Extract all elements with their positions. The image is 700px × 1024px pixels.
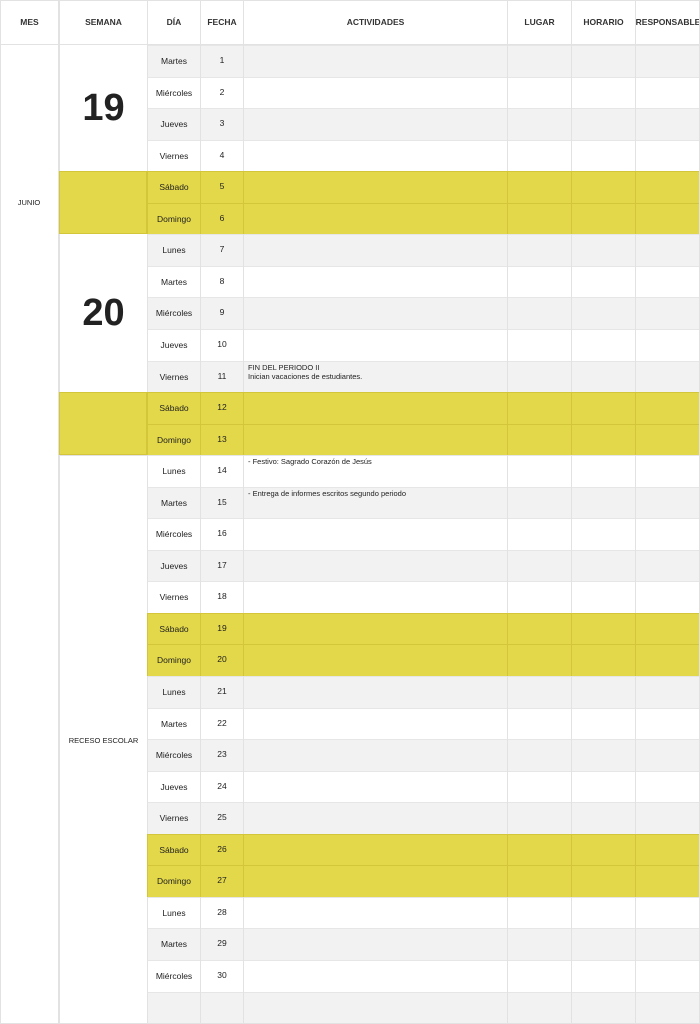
header-horario: HORARIO — [571, 0, 635, 44]
activity-cell — [243, 928, 507, 960]
date-cell: 16 — [200, 518, 243, 550]
lugar-cell — [507, 361, 571, 392]
horario-cell — [571, 992, 635, 1023]
lugar-cell — [507, 203, 571, 234]
date-cell — [200, 992, 243, 1023]
horario-cell — [571, 550, 635, 581]
lugar-cell — [507, 992, 571, 1023]
activity-cell: - Entrega de informes escritos segundo periodo — [243, 487, 507, 518]
lugar-cell — [507, 77, 571, 108]
horario-cell — [571, 581, 635, 613]
day-cell: Miércoles — [147, 518, 200, 550]
horario-cell — [571, 928, 635, 960]
day-cell: Martes — [147, 487, 200, 518]
activity-cell — [243, 676, 507, 708]
horario-cell — [571, 171, 635, 203]
week-number-20: 20 — [59, 234, 147, 392]
horario-cell — [571, 487, 635, 518]
responsable-cell — [635, 234, 700, 266]
responsable-cell — [635, 613, 700, 644]
responsable-cell — [635, 424, 700, 455]
responsable-cell — [635, 676, 700, 708]
date-cell: 5 — [200, 171, 243, 203]
horario-cell — [571, 234, 635, 266]
activity-cell — [243, 708, 507, 739]
header-divider — [0, 44, 700, 45]
lugar-cell — [507, 140, 571, 171]
horario-cell — [571, 676, 635, 708]
day-cell: Viernes — [147, 140, 200, 171]
lugar-cell — [507, 45, 571, 77]
day-cell: Miércoles — [147, 297, 200, 329]
header-mes: MES — [20, 17, 39, 27]
date-cell: 2 — [200, 77, 243, 108]
horario-cell — [571, 297, 635, 329]
horario-cell — [571, 802, 635, 834]
horario-cell — [571, 613, 635, 644]
lugar-cell — [507, 487, 571, 518]
day-cell: Jueves — [147, 550, 200, 581]
lugar-cell — [507, 739, 571, 771]
day-cell: Viernes — [147, 802, 200, 834]
responsable-cell — [635, 361, 700, 392]
date-cell: 26 — [200, 834, 243, 865]
semana-weekend-block — [59, 171, 147, 234]
activity-cell — [243, 234, 507, 266]
responsable-cell — [635, 708, 700, 739]
day-cell: Domingo — [147, 865, 200, 897]
day-cell: Lunes — [147, 234, 200, 266]
date-cell: 17 — [200, 550, 243, 581]
responsable-cell — [635, 581, 700, 613]
horario-cell — [571, 771, 635, 802]
responsable-cell — [635, 739, 700, 771]
lugar-cell — [507, 297, 571, 329]
header-semana: SEMANA — [59, 0, 147, 44]
date-cell: 7 — [200, 234, 243, 266]
activity-cell — [243, 297, 507, 329]
activity-cell — [243, 865, 507, 897]
day-cell: Sábado — [147, 392, 200, 424]
lugar-cell — [507, 171, 571, 203]
lugar-cell — [507, 518, 571, 550]
day-cell: Jueves — [147, 771, 200, 802]
responsable-cell — [635, 928, 700, 960]
responsable-cell — [635, 644, 700, 676]
lugar-cell — [507, 581, 571, 613]
horario-cell — [571, 140, 635, 171]
lugar-cell — [507, 771, 571, 802]
activity-cell — [243, 581, 507, 613]
horario-cell — [571, 960, 635, 992]
day-cell: Jueves — [147, 108, 200, 140]
activity-cell — [243, 140, 507, 171]
activity-cell — [243, 108, 507, 140]
activity-cell — [243, 992, 507, 1023]
date-cell: 11 — [200, 361, 243, 392]
lugar-cell — [507, 424, 571, 455]
day-cell: Domingo — [147, 644, 200, 676]
responsable-cell — [635, 518, 700, 550]
horario-cell — [571, 392, 635, 424]
lugar-cell — [507, 613, 571, 644]
activity-cell — [243, 739, 507, 771]
day-cell — [147, 992, 200, 1023]
lugar-cell — [507, 329, 571, 361]
date-cell: 25 — [200, 802, 243, 834]
horario-cell — [571, 739, 635, 771]
activity-cell — [243, 329, 507, 361]
semana-weekend-block — [59, 392, 147, 455]
lugar-cell — [507, 550, 571, 581]
responsable-cell — [635, 171, 700, 203]
date-cell: 8 — [200, 266, 243, 297]
lugar-cell — [507, 834, 571, 865]
responsable-cell — [635, 45, 700, 77]
date-cell: 3 — [200, 108, 243, 140]
date-cell: 13 — [200, 424, 243, 455]
day-cell: Domingo — [147, 203, 200, 234]
responsable-cell — [635, 77, 700, 108]
activity-cell — [243, 644, 507, 676]
date-cell: 6 — [200, 203, 243, 234]
receso-escolar-label: RECESO ESCOLAR — [59, 455, 147, 1024]
horario-cell — [571, 865, 635, 897]
responsable-cell — [635, 550, 700, 581]
date-cell: 15 — [200, 487, 243, 518]
activity-cell — [243, 392, 507, 424]
day-cell: Miércoles — [147, 77, 200, 108]
header-actividades: ACTIVIDADES — [243, 0, 507, 44]
date-cell: 27 — [200, 865, 243, 897]
day-cell: Sábado — [147, 834, 200, 865]
responsable-cell — [635, 992, 700, 1023]
lugar-cell — [507, 928, 571, 960]
responsable-cell — [635, 455, 700, 487]
horario-cell — [571, 203, 635, 234]
activity-cell — [243, 802, 507, 834]
date-cell: 9 — [200, 297, 243, 329]
activity-cell: FIN DEL PERIODO II Inician vacaciones de estudiantes. — [243, 361, 507, 392]
day-cell: Martes — [147, 266, 200, 297]
date-cell: 1 — [200, 45, 243, 77]
date-cell: 24 — [200, 771, 243, 802]
date-cell: 19 — [200, 613, 243, 644]
day-cell: Lunes — [147, 897, 200, 928]
day-cell: Martes — [147, 45, 200, 77]
lugar-cell — [507, 676, 571, 708]
header-fecha: FECHA — [200, 0, 243, 44]
responsable-cell — [635, 960, 700, 992]
date-cell: 29 — [200, 928, 243, 960]
day-cell: Domingo — [147, 424, 200, 455]
activity-cell — [243, 77, 507, 108]
date-cell: 10 — [200, 329, 243, 361]
header-dia: DÍA — [147, 0, 200, 44]
horario-cell — [571, 518, 635, 550]
responsable-cell — [635, 771, 700, 802]
responsable-cell — [635, 897, 700, 928]
horario-cell — [571, 455, 635, 487]
day-cell: Sábado — [147, 613, 200, 644]
lugar-cell — [507, 108, 571, 140]
date-cell: 21 — [200, 676, 243, 708]
lugar-cell — [507, 455, 571, 487]
responsable-cell — [635, 329, 700, 361]
lugar-cell — [507, 897, 571, 928]
date-cell: 14 — [200, 455, 243, 487]
day-cell: Martes — [147, 708, 200, 739]
activity-cell — [243, 171, 507, 203]
activity-cell: - Festivo: Sagrado Corazón de Jesús — [243, 455, 507, 487]
responsable-cell — [635, 140, 700, 171]
activity-cell — [243, 203, 507, 234]
col-divider-mes — [58, 0, 59, 1024]
lugar-cell — [507, 234, 571, 266]
day-cell: Jueves — [147, 329, 200, 361]
responsable-cell — [635, 203, 700, 234]
day-cell: Viernes — [147, 361, 200, 392]
activity-cell — [243, 45, 507, 77]
horario-cell — [571, 266, 635, 297]
header-responsable: RESPONSABLE — [635, 0, 700, 44]
horario-cell — [571, 108, 635, 140]
date-cell: 28 — [200, 897, 243, 928]
date-cell: 30 — [200, 960, 243, 992]
lugar-cell — [507, 708, 571, 739]
lugar-cell — [507, 865, 571, 897]
responsable-cell — [635, 802, 700, 834]
lugar-cell — [507, 266, 571, 297]
horario-cell — [571, 424, 635, 455]
activity-cell — [243, 834, 507, 865]
responsable-cell — [635, 266, 700, 297]
day-cell: Miércoles — [147, 960, 200, 992]
month-label: JUNIO — [0, 45, 58, 359]
horario-cell — [571, 329, 635, 361]
header-lugar: LUGAR — [507, 0, 571, 44]
lugar-cell — [507, 802, 571, 834]
date-cell: 12 — [200, 392, 243, 424]
date-cell: 4 — [200, 140, 243, 171]
responsable-cell — [635, 865, 700, 897]
activity-cell — [243, 518, 507, 550]
horario-cell — [571, 361, 635, 392]
activity-cell — [243, 960, 507, 992]
horario-cell — [571, 834, 635, 865]
horario-cell — [571, 708, 635, 739]
activity-cell — [243, 613, 507, 644]
lugar-cell — [507, 644, 571, 676]
horario-cell — [571, 897, 635, 928]
date-cell: 20 — [200, 644, 243, 676]
date-cell: 18 — [200, 581, 243, 613]
horario-cell — [571, 77, 635, 108]
activity-cell — [243, 771, 507, 802]
lugar-cell — [507, 960, 571, 992]
day-cell: Lunes — [147, 676, 200, 708]
activity-cell — [243, 266, 507, 297]
date-cell: 23 — [200, 739, 243, 771]
horario-cell — [571, 45, 635, 77]
day-cell: Viernes — [147, 581, 200, 613]
day-cell: Miércoles — [147, 739, 200, 771]
week-number-19: 19 — [59, 45, 147, 171]
responsable-cell — [635, 108, 700, 140]
activity-cell — [243, 424, 507, 455]
responsable-cell — [635, 834, 700, 865]
horario-cell — [571, 644, 635, 676]
responsable-cell — [635, 392, 700, 424]
activity-cell — [243, 897, 507, 928]
activity-cell — [243, 550, 507, 581]
responsable-cell — [635, 487, 700, 518]
lugar-cell — [507, 392, 571, 424]
responsable-cell — [635, 297, 700, 329]
date-cell: 22 — [200, 708, 243, 739]
day-cell: Lunes — [147, 455, 200, 487]
day-cell: Martes — [147, 928, 200, 960]
day-cell: Sábado — [147, 171, 200, 203]
